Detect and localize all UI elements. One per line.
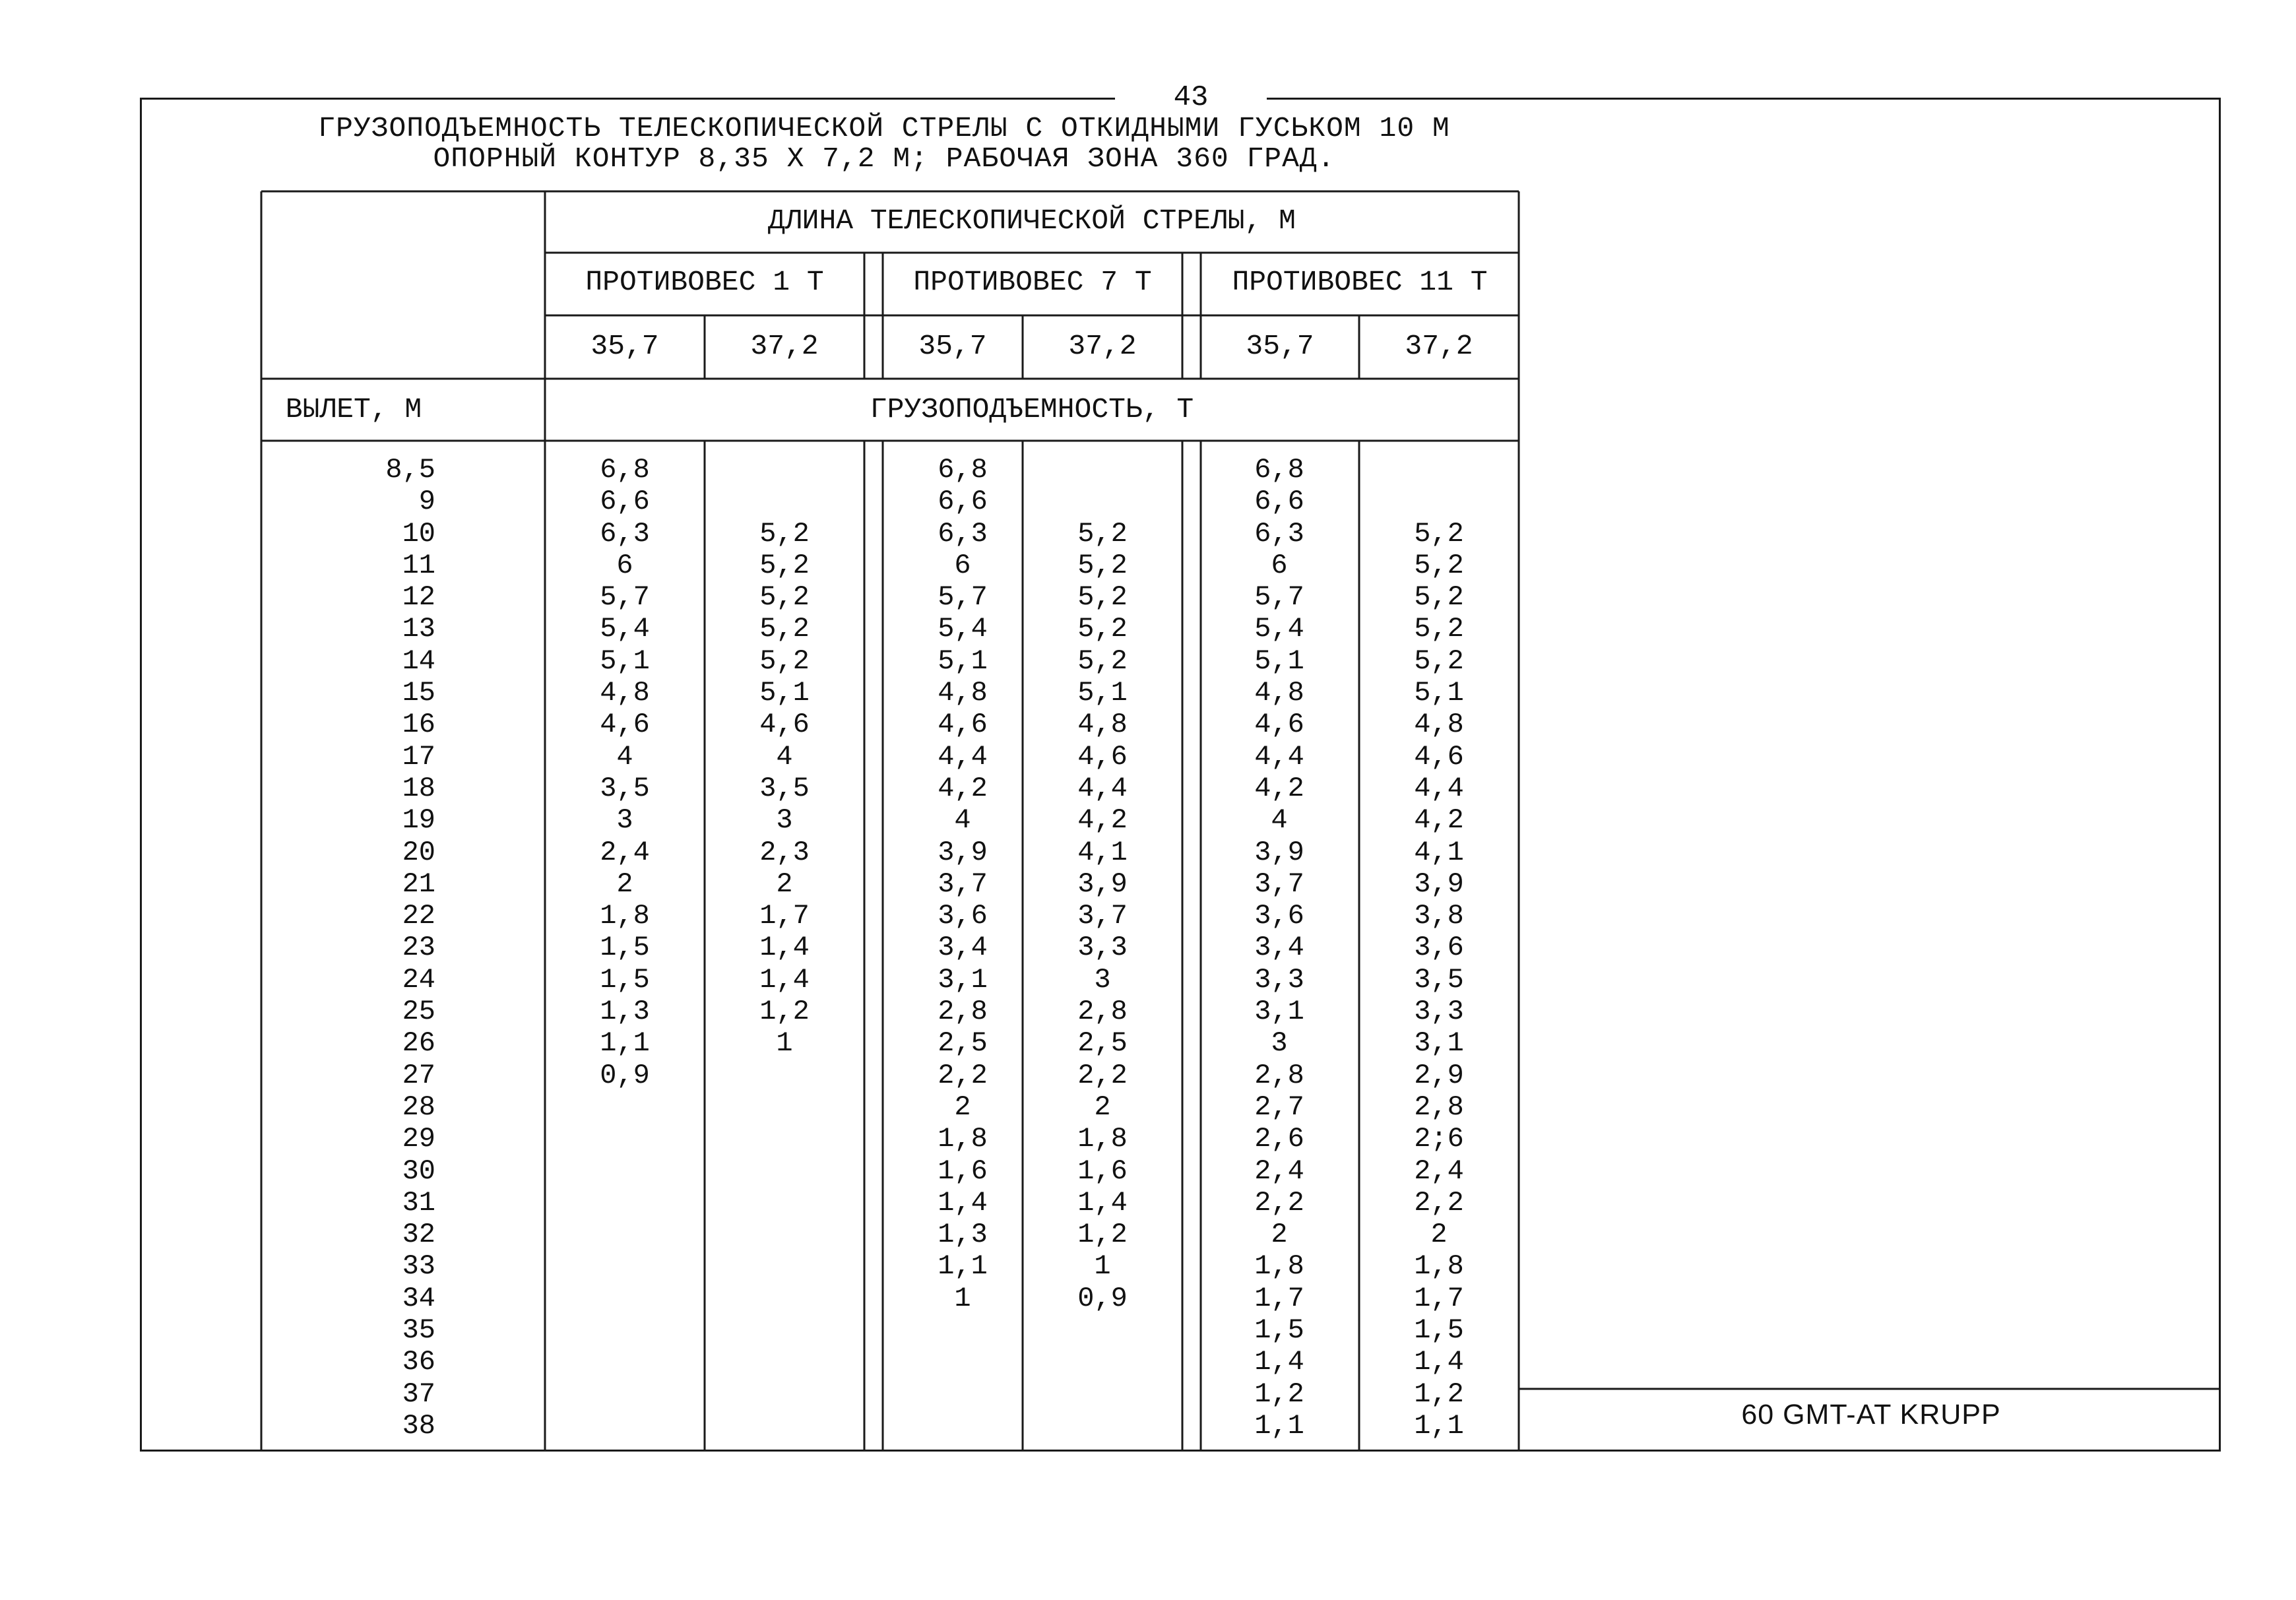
capacity-value xyxy=(718,1123,851,1155)
capacity-column-cw7-37-2 xyxy=(1036,454,1169,1442)
capacity-value: 1,6 xyxy=(1077,1155,1128,1187)
capacity-value: 0,9 xyxy=(600,1059,650,1091)
capacity-value: 5,2 xyxy=(1077,581,1128,614)
capacity-value: 4,2 xyxy=(938,772,988,804)
radius-value: 31 xyxy=(402,1186,435,1219)
capacity-value xyxy=(558,1250,691,1282)
capacity-value: 4,6 xyxy=(1077,740,1128,773)
capacity-value: 4,2 xyxy=(1414,804,1464,837)
capacity-value: 2,2 xyxy=(1077,1059,1128,1091)
radius-value: 32 xyxy=(402,1219,435,1251)
capacity-value: 3,9 xyxy=(1414,868,1464,900)
capacity-value: 3,8 xyxy=(1414,900,1464,932)
capacity-value: 1,4 xyxy=(759,932,810,964)
radius-value: 28 xyxy=(402,1091,435,1123)
capacity-value: 2 xyxy=(954,1091,971,1123)
capacity-value xyxy=(1036,1314,1169,1346)
capacity-value xyxy=(718,1283,851,1314)
radius-value: 35 xyxy=(402,1314,435,1347)
capacity-value: 1,6 xyxy=(938,1155,988,1187)
radius-value: 26 xyxy=(402,1027,435,1060)
capacity-value: 3 xyxy=(776,804,793,837)
capacity-value: 5,4 xyxy=(600,613,650,645)
capacity-value: 5,2 xyxy=(759,613,810,645)
capacity-value: 6,6 xyxy=(600,486,650,518)
capacity-value xyxy=(896,1378,1029,1410)
capacity-value: 1,4 xyxy=(1077,1186,1128,1219)
capacity-value xyxy=(896,1314,1029,1346)
capacity-value: 1,8 xyxy=(600,900,650,932)
radius-value: 11 xyxy=(402,549,435,581)
counterweight-1-header: ПРОТИВОВЕС 1 Т xyxy=(585,266,824,298)
table-title: ГРУЗОПОДЪЕМНОСТЬ ТЕЛЕСКОПИЧЕСКОЙ СТРЕЛЫ С ОТКИДНЫМИ ГУСЬКОМ 10 М xyxy=(318,112,1450,144)
crane-model-stamp: 60 GMT-AT KRUPP xyxy=(1741,1399,2001,1430)
capacity-value xyxy=(1036,454,1169,486)
capacity-value: 2,4 xyxy=(600,836,650,868)
capacity-value: 1,5 xyxy=(1414,1314,1464,1347)
capacity-value: 6,3 xyxy=(600,517,650,550)
capacity-value: 5,1 xyxy=(1254,645,1304,677)
radius-value: 20 xyxy=(402,836,435,868)
capacity-value: 5,2 xyxy=(1414,645,1464,677)
capacity-value: 2 xyxy=(1430,1219,1448,1251)
capacity-value: 2,5 xyxy=(938,1027,988,1060)
radius-header: ВЫЛЕТ, М xyxy=(285,393,422,426)
counterweight-11-header: ПРОТИВОВЕС 11 Т xyxy=(1232,266,1488,298)
capacity-value: 2,8 xyxy=(1077,996,1128,1028)
capacity-value: 1,1 xyxy=(938,1250,988,1283)
capacity-value: 1,4 xyxy=(1414,1346,1464,1378)
capacity-value: 1,1 xyxy=(600,1027,650,1060)
capacity-value: 6,8 xyxy=(1254,454,1304,486)
capacity-value: 5,1 xyxy=(759,677,810,709)
capacity-value: 5,1 xyxy=(1077,677,1128,709)
radius-value: 24 xyxy=(402,963,435,996)
capacity-value: 3,9 xyxy=(1254,836,1304,868)
capacity-value xyxy=(1036,1378,1169,1410)
radius-value: 16 xyxy=(402,709,435,741)
capacity-value: 5,7 xyxy=(600,581,650,614)
radius-value: 21 xyxy=(402,868,435,900)
capacity-value: 4 xyxy=(616,740,633,773)
capacity-value xyxy=(1372,454,1506,486)
capacity-value: 1,8 xyxy=(1414,1250,1464,1283)
capacity-value: 2,2 xyxy=(938,1059,988,1091)
capacity-value xyxy=(558,1155,691,1187)
capacity-value: 3,5 xyxy=(600,772,650,804)
capacity-value: 1 xyxy=(776,1027,793,1060)
capacity-value: 5,2 xyxy=(1414,549,1464,581)
capacity-value: 3,1 xyxy=(938,963,988,996)
capacity-value: 3,9 xyxy=(938,836,988,868)
capacity-value xyxy=(558,1187,691,1219)
capacity-value: 2 xyxy=(1094,1091,1111,1123)
capacity-value xyxy=(558,1123,691,1155)
capacity-value: 1,3 xyxy=(600,996,650,1028)
table-subtitle: ОПОРНЫЙ КОНТУР 8,35 Х 7,2 М; РАБОЧАЯ ЗОНА 360 ГРАД. xyxy=(433,143,1335,175)
radius-value: 25 xyxy=(402,996,435,1028)
capacity-value xyxy=(718,1187,851,1219)
capacity-column-cw1-37-2 xyxy=(718,454,851,1442)
capacity-value: 3,5 xyxy=(759,772,810,804)
capacity-value: 1,5 xyxy=(600,963,650,996)
capacity-value: 1,2 xyxy=(1414,1378,1464,1410)
counterweight-7-header: ПРОТИВОВЕС 7 Т xyxy=(913,266,1152,298)
capacity-value: 1,5 xyxy=(600,932,650,964)
capacity-value: 5,1 xyxy=(938,645,988,677)
capacity-value: 5,2 xyxy=(1077,613,1128,645)
capacity-value xyxy=(718,1378,851,1410)
capacity-value: 5,2 xyxy=(759,645,810,677)
capacity-value: 1,4 xyxy=(1254,1346,1304,1378)
capacity-value: 6,8 xyxy=(938,454,988,486)
radius-value: 38 xyxy=(402,1409,435,1442)
capacity-value: 4,8 xyxy=(938,677,988,709)
capacity-value: 4,2 xyxy=(1077,804,1128,837)
capacity-value: 2,9 xyxy=(1414,1059,1464,1091)
length-header: 37,2 xyxy=(1068,330,1137,362)
capacity-column-cw11-35-7 xyxy=(1213,454,1346,1442)
capacity-value xyxy=(558,1314,691,1346)
capacity-value: 2,8 xyxy=(1414,1091,1464,1123)
capacity-value: 2 xyxy=(616,868,633,900)
capacity-value xyxy=(558,1283,691,1314)
capacity-value: 4,6 xyxy=(938,709,988,741)
page-number: 43 xyxy=(1115,78,1267,117)
capacity-value: 1 xyxy=(954,1282,971,1314)
capacity-value xyxy=(1372,486,1506,517)
radius-value: 15 xyxy=(402,677,435,709)
capacity-value: 3,5 xyxy=(1414,963,1464,996)
capacity-value: 4,4 xyxy=(938,740,988,773)
capacity-value: 4 xyxy=(954,804,971,837)
capacity-value: 1,3 xyxy=(938,1219,988,1251)
capacity-value: 4,2 xyxy=(1254,772,1304,804)
capacity-value: 6,3 xyxy=(938,517,988,550)
capacity-value: 3 xyxy=(616,804,633,837)
capacity-value: 4,4 xyxy=(1077,772,1128,804)
capacity-value: 1,4 xyxy=(938,1186,988,1219)
capacity-value xyxy=(1036,1346,1169,1378)
capacity-value: 3,3 xyxy=(1077,932,1128,964)
capacity-value xyxy=(718,1060,851,1091)
capacity-value: 3,9 xyxy=(1077,868,1128,900)
radius-value: 14 xyxy=(402,645,435,677)
capacity-value: 1,7 xyxy=(1254,1282,1304,1314)
capacity-value: 4,1 xyxy=(1077,836,1128,868)
capacity-value: 2,2 xyxy=(1254,1186,1304,1219)
capacity-value xyxy=(558,1378,691,1410)
capacity-value: 4,6 xyxy=(600,709,650,741)
capacity-value: 4,8 xyxy=(1077,709,1128,741)
capacity-value: 6 xyxy=(616,549,633,581)
radius-value: 34 xyxy=(402,1282,435,1314)
radius-value: 9 xyxy=(418,486,435,518)
capacity-value: 2,3 xyxy=(759,836,810,868)
capacity-value: 2 xyxy=(1271,1219,1288,1251)
capacity-value: 4 xyxy=(776,740,793,773)
capacity-value: 6 xyxy=(954,549,971,581)
capacity-value xyxy=(1036,486,1169,517)
capacity-value: 5,1 xyxy=(1414,677,1464,709)
radius-value: 8,5 xyxy=(385,454,435,486)
capacity-value: 5,4 xyxy=(1254,613,1304,645)
capacity-value: 6,6 xyxy=(1254,486,1304,518)
capacity-value: 3,4 xyxy=(1254,932,1304,964)
capacity-value xyxy=(718,454,851,486)
capacity-value: 3,6 xyxy=(1414,932,1464,964)
capacity-value: 3 xyxy=(1271,1027,1288,1060)
capacity-value: 6,6 xyxy=(938,486,988,518)
capacity-value: 6,3 xyxy=(1254,517,1304,550)
capacity-value: 3,1 xyxy=(1414,1027,1464,1060)
radius-value: 12 xyxy=(402,581,435,614)
capacity-value: 5,2 xyxy=(759,517,810,550)
capacity-value: 3,4 xyxy=(938,932,988,964)
boom-length-header: ДЛИНА ТЕЛЕСКОПИЧЕСКОЙ СТРЕЛЫ, М xyxy=(768,205,1296,237)
capacity-value: 2,8 xyxy=(938,996,988,1028)
capacity-value: 3,3 xyxy=(1414,996,1464,1028)
capacity-value: 5,2 xyxy=(1414,581,1464,614)
capacity-value: 4,4 xyxy=(1414,772,1464,804)
capacity-value: 3,7 xyxy=(938,868,988,900)
capacity-value: 5,1 xyxy=(600,645,650,677)
capacity-value: 4,1 xyxy=(1414,836,1464,868)
capacity-value: 5,4 xyxy=(938,613,988,645)
capacity-value xyxy=(558,1410,691,1442)
capacity-value: 1,7 xyxy=(1414,1282,1464,1314)
capacity-value: 3,7 xyxy=(1254,868,1304,900)
capacity-column-cw1-35-7 xyxy=(558,454,691,1442)
capacity-value xyxy=(718,1219,851,1250)
capacity-value xyxy=(896,1346,1029,1378)
radius-value: 10 xyxy=(402,517,435,550)
radius-value: 17 xyxy=(402,740,435,773)
radius-value: 37 xyxy=(402,1378,435,1410)
capacity-value xyxy=(558,1346,691,1378)
capacity-value: 4,6 xyxy=(759,709,810,741)
capacity-value: 3,7 xyxy=(1077,900,1128,932)
capacity-value: 1,8 xyxy=(1254,1250,1304,1283)
capacity-value: 5,2 xyxy=(1077,645,1128,677)
capacity-value: 4,6 xyxy=(1254,709,1304,741)
radius-column xyxy=(356,454,435,1442)
capacity-value: 4,4 xyxy=(1254,740,1304,773)
capacity-value: 1 xyxy=(1094,1250,1111,1283)
capacity-value xyxy=(558,1091,691,1123)
radius-value: 30 xyxy=(402,1155,435,1187)
capacity-value: 5,7 xyxy=(938,581,988,614)
capacity-value xyxy=(718,1346,851,1378)
capacity-value: 4,8 xyxy=(1414,709,1464,741)
radius-value: 23 xyxy=(402,932,435,964)
radius-value: 27 xyxy=(402,1059,435,1091)
capacity-value: 1,2 xyxy=(1077,1219,1128,1251)
capacity-value: 2,2 xyxy=(1414,1186,1464,1219)
capacity-value xyxy=(718,486,851,517)
capacity-value: 5,2 xyxy=(1414,517,1464,550)
capacity-value: 3,3 xyxy=(1254,963,1304,996)
capacity-value: 5,2 xyxy=(759,581,810,614)
capacity-value: 3,6 xyxy=(1254,900,1304,932)
capacity-value: 6 xyxy=(1271,549,1288,581)
capacity-value: 6,8 xyxy=(600,454,650,486)
capacity-value: 2,4 xyxy=(1414,1155,1464,1187)
radius-value: 29 xyxy=(402,1123,435,1155)
capacity-value: 5,2 xyxy=(759,549,810,581)
capacity-value: 2 xyxy=(776,868,793,900)
capacity-column-cw7-35-7 xyxy=(896,454,1029,1442)
capacity-value: 2;6 xyxy=(1414,1123,1464,1155)
capacity-value: 1,2 xyxy=(1254,1378,1304,1410)
capacity-value xyxy=(718,1091,851,1123)
capacity-value: 3,1 xyxy=(1254,996,1304,1028)
capacity-value: 1,8 xyxy=(1077,1123,1128,1155)
capacity-value: 0,9 xyxy=(1077,1282,1128,1314)
capacity-value: 3 xyxy=(1094,963,1111,996)
radius-value: 22 xyxy=(402,900,435,932)
capacity-value: 4,6 xyxy=(1414,740,1464,773)
length-header: 35,7 xyxy=(590,330,659,362)
capacity-value: 5,2 xyxy=(1414,613,1464,645)
capacity-value xyxy=(718,1250,851,1282)
capacity-header: ГРУЗОПОДЪЕМНОСТЬ, Т xyxy=(870,393,1194,426)
capacity-column-cw11-37-2 xyxy=(1372,454,1506,1442)
radius-value: 36 xyxy=(402,1346,435,1378)
length-header: 35,7 xyxy=(918,330,987,362)
capacity-value: 5,2 xyxy=(1077,549,1128,581)
capacity-value: 2,4 xyxy=(1254,1155,1304,1187)
capacity-value: 1,1 xyxy=(1414,1409,1464,1442)
capacity-value: 3,6 xyxy=(938,900,988,932)
length-header: 35,7 xyxy=(1246,330,1314,362)
capacity-value: 1,8 xyxy=(938,1123,988,1155)
capacity-value xyxy=(718,1410,851,1442)
capacity-value xyxy=(896,1410,1029,1442)
radius-value: 19 xyxy=(402,804,435,837)
capacity-value: 1,4 xyxy=(759,963,810,996)
capacity-value xyxy=(1036,1410,1169,1442)
length-header: 37,2 xyxy=(1405,330,1473,362)
radius-value: 13 xyxy=(402,613,435,645)
capacity-value xyxy=(718,1155,851,1187)
capacity-value: 4,8 xyxy=(600,677,650,709)
capacity-value xyxy=(718,1314,851,1346)
capacity-value: 4 xyxy=(1271,804,1288,837)
capacity-value: 1,2 xyxy=(759,996,810,1028)
capacity-value: 5,7 xyxy=(1254,581,1304,614)
radius-value: 33 xyxy=(402,1250,435,1283)
radius-value: 18 xyxy=(402,772,435,804)
capacity-value: 1,5 xyxy=(1254,1314,1304,1347)
capacity-value: 1,1 xyxy=(1254,1409,1304,1442)
length-header: 37,2 xyxy=(750,330,819,362)
capacity-value: 2,5 xyxy=(1077,1027,1128,1060)
capacity-value xyxy=(558,1219,691,1250)
capacity-value: 2,8 xyxy=(1254,1059,1304,1091)
capacity-value: 1,7 xyxy=(759,900,810,932)
capacity-value: 5,2 xyxy=(1077,517,1128,550)
capacity-value: 2,7 xyxy=(1254,1091,1304,1123)
capacity-value: 4,8 xyxy=(1254,677,1304,709)
capacity-value: 2,6 xyxy=(1254,1123,1304,1155)
